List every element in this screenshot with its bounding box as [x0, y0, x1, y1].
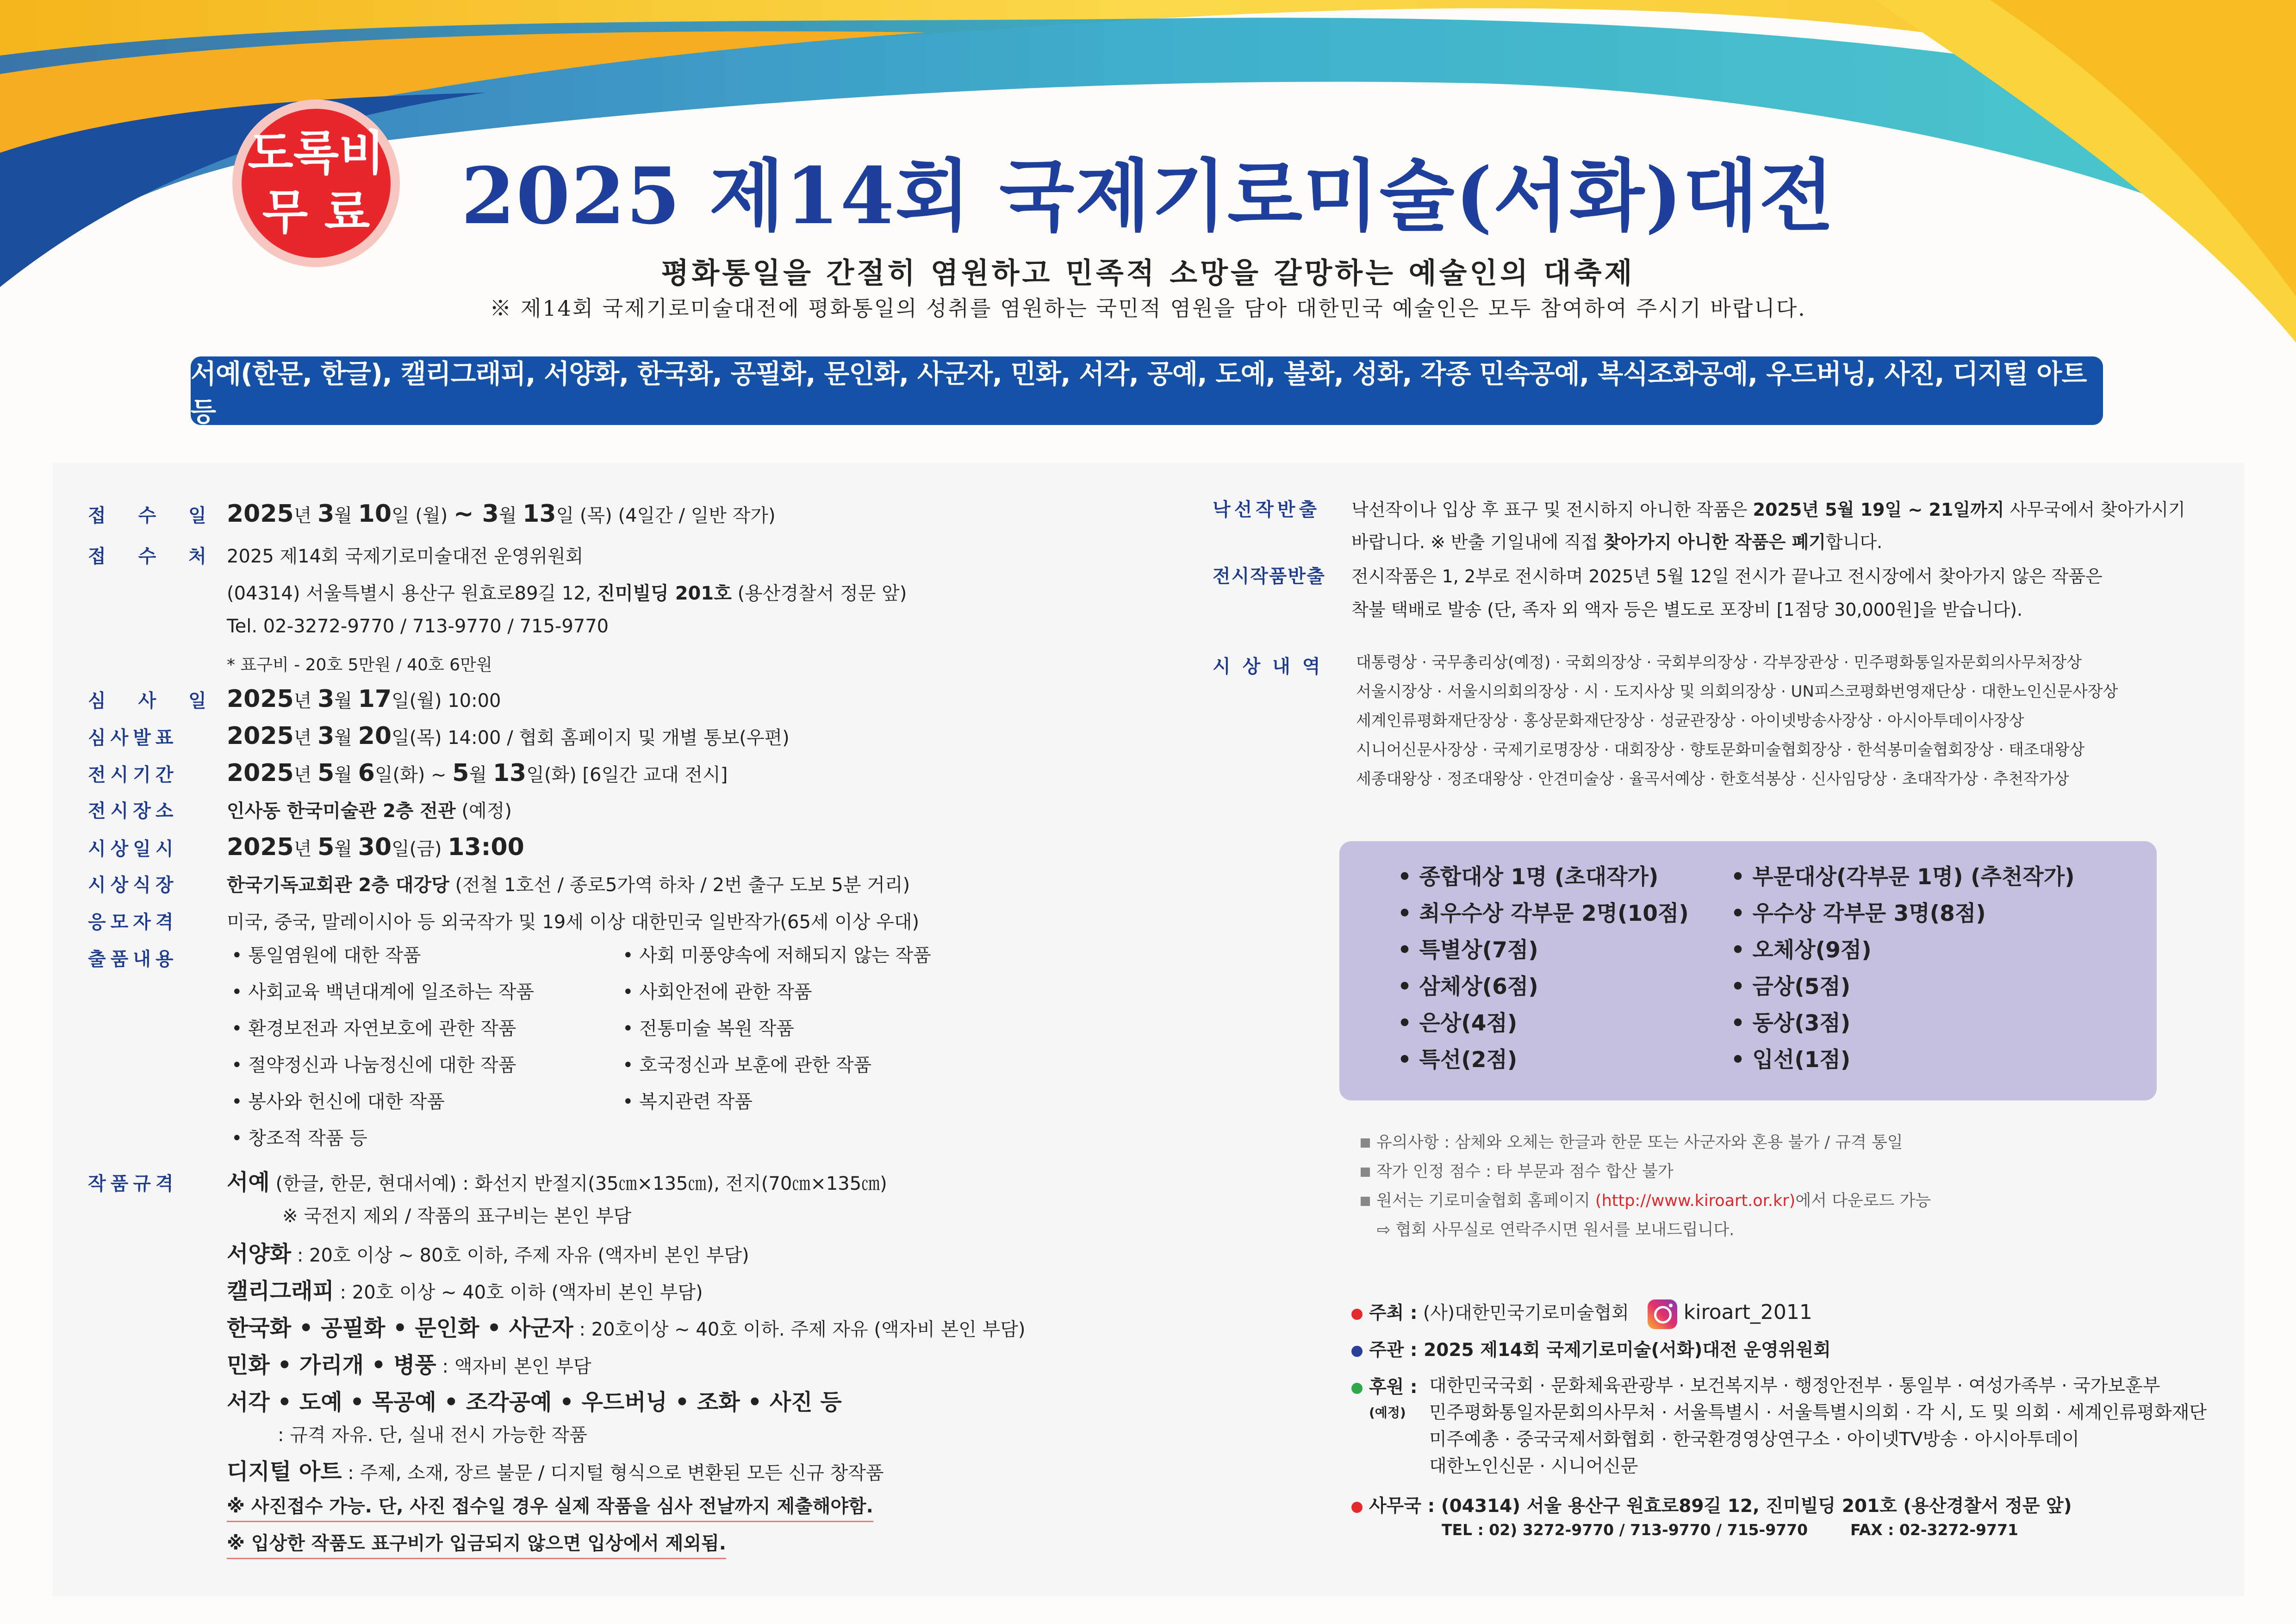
themes-col2	[622, 937, 931, 1120]
text: 착불 택배로 발송 (단, 족자 외 액자 등은 별도로 포장비 [1점당 30,000원]을 받습니다).	[1351, 600, 2023, 620]
list-item: 대한민국국회 · 문화체육관광부 · 보건복지부 · 행정안전부 · 통일부 · 여성가족부 · 국가보훈부	[1429, 1375, 2160, 1396]
exhibit-place-label: 전시장소	[88, 800, 178, 822]
tilde: ~	[453, 500, 482, 528]
reception-phone-row	[227, 616, 609, 637]
spec-row	[227, 1384, 842, 1416]
discard-warning: 찾아가지 아니한 작품은 폐기	[1603, 532, 1826, 552]
unit: 년	[293, 764, 318, 786]
warning-row	[227, 1492, 873, 1522]
themes-row	[88, 944, 227, 971]
judging-row	[88, 685, 501, 713]
day: 13	[492, 759, 527, 787]
month: 3	[317, 722, 335, 750]
announce-label: 심사발표	[88, 727, 178, 749]
page-title: 2025 제14회 국제기로미술(서화)대전	[461, 150, 1835, 242]
exhibit-period-label: 전시기간	[88, 764, 178, 786]
instagram-icon	[1648, 1299, 1677, 1329]
host-name: (사)대한민국기로미술협회	[1417, 1303, 1629, 1324]
unit: 일(월) 10:00	[392, 690, 501, 712]
list-item: • 종합대상 1명 (초대작가)	[1398, 864, 1659, 890]
unit: 월	[334, 764, 358, 786]
page-subtitle: 평화통일을 간절히 염원하고 민족적 소망을 갈망하는 예술인의 대축제	[661, 256, 1635, 290]
warning-row	[227, 1529, 726, 1559]
exhibit-venue-note: (예정)	[455, 800, 512, 822]
awards-list	[1356, 648, 2118, 794]
spec-text: : 20호 이상 ~ 40호 이하 (액자비 본인 부담)	[334, 1282, 703, 1303]
list-item: • 입선(1점)	[1731, 1047, 1851, 1073]
host-row	[1351, 1299, 1812, 1329]
list-item: • 절약정신과 나눔정신에 대한 작품	[231, 1055, 516, 1076]
green-dot-icon	[1351, 1383, 1363, 1394]
list-item: 서울시장상 · 서울시의회의장상 · 시 · 도지사상 및 의회의장상 · UN피스코평화번영재단상 · 대한노인신문사장상	[1356, 682, 2118, 701]
list-item: 미주예총 · 중국국제서화협회 · 한국환경영상연구소 · 아이넷TV방송 · 아시아투데이	[1429, 1429, 2079, 1450]
reception-place-line1: 2025 제14회 국제기로미술대전 운영위원회	[227, 546, 584, 567]
spec-row	[227, 1454, 884, 1486]
manage-name: 2025 제14회 국제기로미술(서화)대전 운영위원회	[1417, 1340, 1831, 1361]
list-item: • 최우수상 각부문 2명(10점)	[1398, 901, 1689, 926]
list-item: 세계인류평화재단장상 · 홍상문화재단장상 · 성균관장상 · 아이넷방송사장상 · 아시아투데이사장상	[1356, 712, 2024, 730]
reception-place-row	[88, 542, 583, 568]
exhibit-venue: 인사동 한국미술관 2층 전관	[227, 800, 456, 822]
time: 13:00	[448, 833, 524, 861]
date-range: 2025년 5월 19일 ~ 21일까지	[1753, 500, 2004, 520]
ceremony-place-row	[88, 870, 910, 897]
list-item: • 창조적 작품 등	[231, 1128, 367, 1149]
return-exhibited-label: 전시작품반출	[1213, 566, 1325, 587]
specs-label: 작품규격	[88, 1173, 178, 1194]
unit: 년	[293, 505, 318, 526]
note-text: 작가 인정 점수 : 타 부문과 점수 합산 불가	[1376, 1162, 1674, 1181]
sponsor-list	[1429, 1373, 2207, 1480]
ceremony-venue-note: (전철 1호선 / 종로5가역 하차 / 2번 출구 도보 5분 거리)	[449, 874, 910, 896]
themes-col1	[231, 937, 534, 1157]
spec-text: : 액자비 본인 부담	[436, 1356, 591, 1377]
sponsor-row	[1351, 1373, 1418, 1399]
ceremony-date-label: 시상일시	[88, 838, 178, 860]
unit: 일(화) [6일간 교대 전시]	[526, 764, 728, 786]
homepage-link[interactable]: (http://www.kiroart.or.kr)	[1595, 1192, 1796, 1210]
list-item: • 은상(4점)	[1398, 1011, 1518, 1036]
square-bullet-icon	[1361, 1197, 1370, 1206]
spec-row	[227, 1273, 703, 1305]
page-note: ※ 제14회 국제기로미술대전에 평화통일의 성취를 염원하는 국민적 염원을 담아 대한민국 예술인은 모두 참여하여 주시기 바랍니다.	[490, 296, 1806, 321]
exhibit-period-row	[88, 759, 728, 787]
list-item: • 사회교육 백년대계에 일조하는 작품	[231, 981, 535, 1003]
ceremony-place-label: 시상식장	[88, 874, 178, 896]
judging-label: 심 사 일	[88, 690, 219, 712]
return-exhibited-row2	[1351, 593, 2022, 626]
office-contact: TEL : 02) 3272-9770 / 713-9770 / 715-9770 FAX : 02-3272-9771	[1442, 1521, 2018, 1539]
list-item: 세종대왕상 · 정조대왕상 · 안견미술상 · 율곡서예상 · 한호석봉상 · 신사임당상 · 초대작가상 · 추천작가상	[1356, 770, 2069, 788]
list-item: • 호국정신과 보훈에 관한 작품	[622, 1055, 872, 1076]
blue-dot-icon	[1351, 1346, 1363, 1357]
spec-row	[227, 1310, 1025, 1342]
text: 바랍니다. ※ 반출 기일내에 직접	[1351, 532, 1604, 552]
unit: 월	[334, 690, 358, 712]
note-text: 에서 다운로드 가능	[1795, 1192, 1931, 1210]
day: 17	[358, 685, 392, 713]
year: 2025	[227, 500, 294, 528]
list-item: • 특별상(7점)	[1398, 937, 1538, 963]
awards-row	[1213, 652, 1351, 678]
unit: 월	[334, 505, 358, 526]
ceremony-venue: 한국기독교회관 2층 대강당	[227, 874, 449, 896]
spec-row	[227, 1236, 749, 1268]
reception-place-label: 접 수 처	[88, 546, 219, 567]
spec-note-row	[282, 1201, 631, 1228]
manage-label: 주관 :	[1369, 1340, 1418, 1361]
list-item: 대한노인신문 · 시니어신문	[1429, 1456, 1638, 1477]
list-item: 민주평화통일자문회의사무처 · 서울특별시 · 서울특별시의회 · 각 시, 도 및 의회 · 세계인류평화재단	[1429, 1402, 2207, 1423]
day: 6	[358, 759, 375, 787]
spec-text: : 주제, 소재, 장르 불문 / 디지털 형식으로 변환된 모든 신규 창작품	[342, 1462, 884, 1484]
list-item: • 동상(3점)	[1731, 1011, 1851, 1036]
spec-head: 서양화	[227, 1241, 292, 1267]
spec-head: 서각 • 도예 • 목공예 • 조각공예 • 우드버닝 • 조화 • 사진 등	[227, 1389, 842, 1415]
spec-head: 한국화 • 공필화 • 문인화 • 사군자	[227, 1315, 573, 1341]
list-item: • 사회안전에 관한 작품	[622, 981, 812, 1003]
badge-line2: 무 료	[262, 185, 370, 240]
day: 20	[358, 722, 392, 750]
year: 2025	[227, 833, 294, 861]
spec-note: ※ 국전지 제외 / 작품의 표구비는 본인 부담	[282, 1206, 632, 1227]
spec-text: (한글, 한문, 현대서예) : 화선지 반절지(35㎝×135㎝), 전지(70㎝×135㎝)	[269, 1173, 887, 1194]
note-text: 유의사항 : 삼체와 오체는 한글과 한문 또는 사군자와 혼용 불가 / 규격 통일	[1376, 1133, 1903, 1152]
warning-text: ※ 사진접수 가능. 단, 사진 접수일 경우 실제 작품을 심사 전날까지 제출해야함.	[227, 1492, 873, 1522]
spec-text: : 20호이상 ~ 40호 이하. 주제 자유 (액자비 본인 부담)	[573, 1319, 1026, 1340]
month: 3	[317, 500, 335, 528]
eligibility-row	[88, 907, 919, 934]
unit: 일(금)	[392, 838, 448, 860]
eligibility-label: 응모자격	[88, 912, 178, 933]
month: 5	[317, 833, 335, 861]
list-item: • 우수상 각부문 3명(8점)	[1731, 901, 1986, 926]
sponsor-tag: (예정)	[1369, 1405, 1406, 1420]
spec-head: 민화 • 가리개 • 병풍	[227, 1352, 436, 1378]
specs-row	[88, 1164, 887, 1196]
list-item: • 통일염원에 대한 작품	[231, 945, 421, 966]
list-item: • 봉사와 헌신에 대한 작품	[231, 1091, 445, 1112]
day: 10	[358, 500, 392, 528]
office-address: (04314) 서울 용산구 원효로89길 12, 진미빌딩 201호 (용산경찰서 정문 앞)	[1435, 1496, 2072, 1517]
day: 13	[523, 500, 556, 528]
return-rejected-row	[1213, 493, 2185, 526]
unit: 일 (월)	[392, 505, 454, 526]
month: 3	[317, 685, 335, 713]
announce-row	[88, 722, 790, 750]
badge-line1: 도록비	[248, 126, 385, 181]
manage-row	[1351, 1336, 1831, 1362]
unit: 일(화) ~	[374, 764, 453, 786]
unit: 일 (목) (4일간 / 일반 작가)	[556, 505, 776, 526]
ceremony-date-row	[88, 833, 524, 861]
list-item: • 복지관련 작품	[622, 1091, 753, 1112]
spec-head: 디지털 아트	[227, 1459, 342, 1485]
return-exhibited-row	[1213, 560, 2103, 593]
text: 낙선작이나 입상 후 표구 및 전시하지 아니한 작품은	[1351, 500, 1753, 520]
spec-note: : 규격 자유. 단, 실내 전시 가능한 작품	[278, 1424, 587, 1446]
list-item: • 금상(5점)	[1731, 974, 1851, 999]
category-banner: 서예(한문, 한글), 캘리그래피, 서양화, 한국화, 공필화, 문인화, 사군자, 민화, 서각, 공예, 도예, 불화, 성화, 각종 민속공예, 복식조화공예, 우드버닝, 사진, 디지털 아트 등	[191, 356, 2103, 425]
list-item: • 부문대상(각부문 1명) (추천작가)	[1731, 864, 2075, 890]
reception-date-row	[88, 500, 776, 528]
unit: 일(목) 14:00 / 협회 홈페이지 및 개별 통보(우편)	[392, 727, 790, 749]
spec-text: : 20호 이상 ~ 80호 이하, 주제 자유 (액자비 본인 부담)	[291, 1245, 749, 1266]
instagram-handle[interactable]: kiroart_2011	[1683, 1300, 1812, 1324]
host-label: 주최 :	[1369, 1303, 1418, 1324]
text: 합니다.	[1826, 532, 1883, 552]
awards-label: 시상내역	[1213, 656, 1332, 677]
note-row	[1361, 1188, 1931, 1211]
unit: 월	[469, 764, 493, 786]
note-text: ⇨ 협회 사무실로 연락주시면 원서를 보내드립니다.	[1377, 1221, 1735, 1239]
red-dot-icon	[1351, 1502, 1363, 1513]
note-text: 원서는 기로미술협회 홈페이지	[1376, 1192, 1595, 1210]
month: 5	[452, 759, 469, 787]
square-bullet-icon	[1361, 1168, 1370, 1177]
list-item: 대통령상 · 국무총리상(예정) · 국회의장상 · 국회부의장상 · 각부장관상 · 민주평화통일자문회의사무처장상	[1356, 653, 2082, 672]
unit: 월	[334, 727, 358, 749]
office-label: 사무국 :	[1369, 1496, 1435, 1517]
eligibility-text: 미국, 중국, 말레이시아 등 외국작가 및 19세 이상 대한민국 일반작가(65세 이상 우대)	[227, 912, 920, 933]
square-bullet-icon	[1361, 1138, 1370, 1148]
unit: 년	[293, 838, 318, 860]
unit: 년	[293, 690, 318, 712]
framing-fee-row	[227, 652, 492, 675]
unit: 년	[293, 727, 318, 749]
note-row	[1377, 1217, 1734, 1240]
office-row	[1351, 1492, 2072, 1518]
address-note: (용산경찰서 정문 앞)	[731, 583, 907, 604]
framing-fee: * 표구비 - 20호 5만원 / 40호 6만원	[227, 656, 492, 675]
day: 30	[358, 833, 392, 861]
list-item: • 오체상(9점)	[1731, 937, 1872, 963]
unit: 월	[334, 838, 358, 860]
list-item: • 전통미술 복원 작품	[622, 1018, 794, 1039]
month: 5	[317, 759, 335, 787]
themes-label: 출품내용	[88, 949, 178, 970]
red-dot-icon	[1351, 1309, 1363, 1320]
note-row	[1361, 1130, 1903, 1153]
address-text: (04314) 서울특별시 용산구 원효로89길 12,	[227, 583, 597, 604]
list-item: 시니어신문사장상 · 국제기로명장상 · 대회장상 · 향토문화미술협회장상 · 한석봉미술협회장상 · 태조대왕상	[1356, 741, 2085, 759]
return-rejected-row2	[1351, 526, 1882, 558]
list-item: • 특선(2점)	[1398, 1047, 1518, 1073]
spec-head: 서예	[227, 1169, 270, 1195]
text: 전시작품은 1, 2부로 전시하며 2025년 5월 12일 전시가 끝나고 전시장에서 찾아가지 않은 작품은	[1351, 566, 2103, 587]
warning-text: ※ 입상한 작품도 표구비가 입금되지 않으면 입상에서 제외됨.	[227, 1529, 726, 1559]
sponsor-label: 후원 :	[1369, 1377, 1418, 1398]
return-rejected-label: 낙선작반출	[1213, 499, 1321, 520]
list-item: • 환경보전과 자연보호에 관한 작품	[231, 1018, 516, 1039]
text: 사무국에서 찾아가시기	[2004, 500, 2185, 520]
unit: 월	[498, 505, 523, 526]
list-item: • 삼체상(6점)	[1398, 974, 1538, 999]
spec-head: 캘리그래피	[227, 1278, 334, 1304]
spec-note-row	[278, 1420, 587, 1447]
address-building: 진미빌딩 201호	[597, 583, 732, 604]
exhibit-place-row	[88, 796, 512, 823]
month: 3	[482, 500, 499, 528]
spec-row	[227, 1347, 591, 1379]
note-row	[1361, 1159, 1674, 1182]
reception-phone: Tel. 02-3272-9770 / 713-9770 / 715-9770	[227, 616, 609, 637]
reception-address-row	[227, 579, 907, 605]
year: 2025	[227, 685, 294, 713]
year: 2025	[227, 759, 294, 787]
reception-date-label: 접 수 일	[88, 505, 219, 526]
year: 2025	[227, 722, 294, 750]
list-item: • 사회 미풍양속에 저해되지 않는 작품	[622, 945, 931, 966]
